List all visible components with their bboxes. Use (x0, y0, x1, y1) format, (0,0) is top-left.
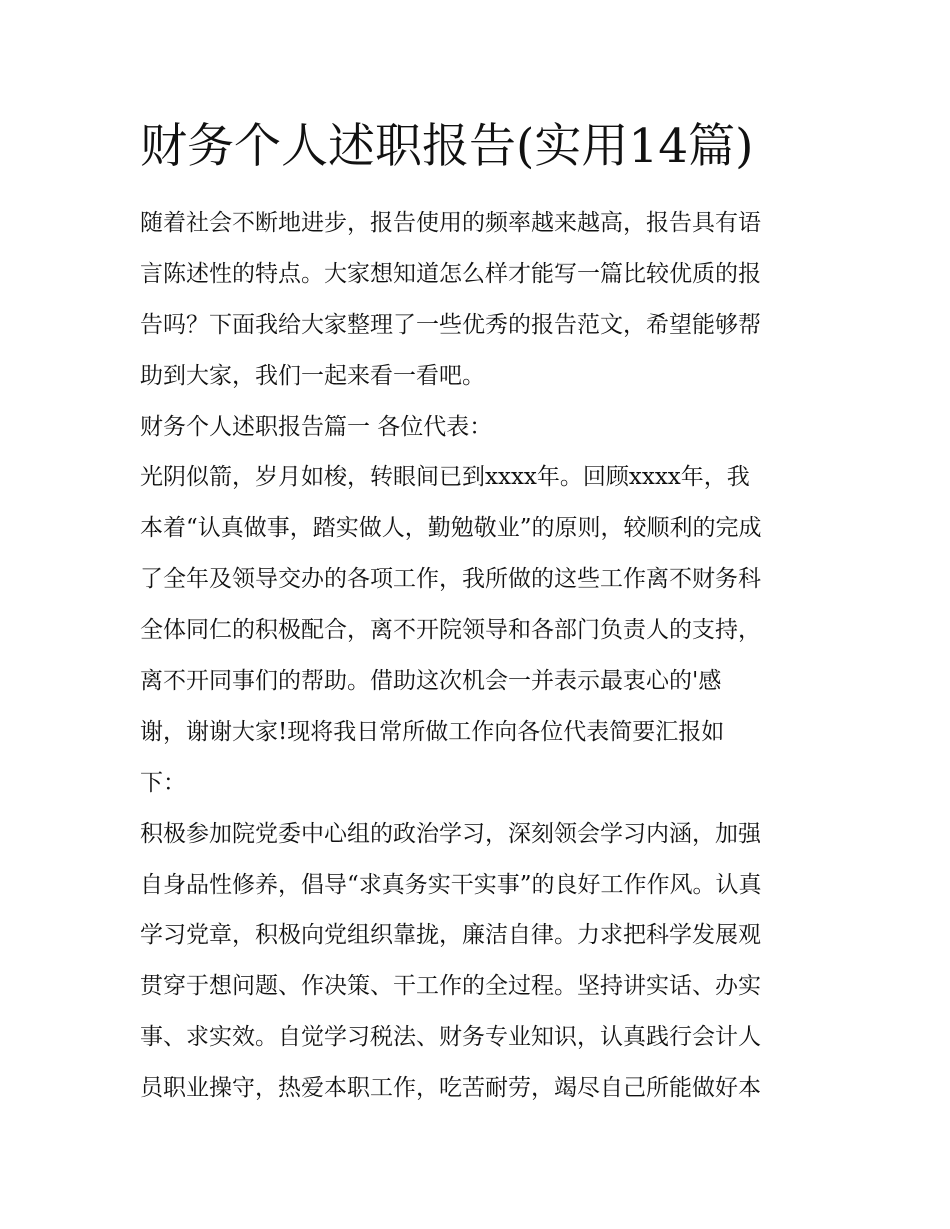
body-line: 学习党章，积极向党组织靠拢，廉洁自律。力求把科学发展观 (140, 922, 761, 949)
body-line: 自身品性修养，倡导“求真务实干实事”的良好工作作风。认真 (140, 871, 762, 898)
document-title: 财务个人述职报告(实用14篇) (140, 119, 754, 174)
body-line: 光阴似箭，岁月如梭，转眼间已到xxxx年。回顾xxxx年，我 (140, 464, 750, 491)
document-body (140, 198, 816, 1114)
body-line: 随着社会不断地进步，报告使用的频率越来越高，报告具有语 (140, 210, 761, 236)
body-line: 积极参加院党委中心组的政治学习，深刻领会学习内涵，加强 (140, 820, 761, 847)
section-heading: 财务个人述职报告篇一 各位代表： (140, 413, 493, 440)
body-line: 事、求实效。自觉学习税法、财务专业知识，认真践行会计人 (140, 1024, 761, 1051)
body-line: 谢，谢谢大家!现将我日常所做工作向各位代表简要汇报如 (140, 718, 725, 745)
body-line: 了全年及领导交办的各项工作，我所做的这些工作离不财务科 (140, 566, 761, 593)
body-line: 离不开同事们的帮助。借助这次机会一并表示最衷心的'感 (140, 668, 722, 695)
body-line: 本着“认真做事，踏实做人，勤勉敬业”的原则，较顺利的完成 (140, 515, 762, 542)
body-line: 员职业操守，热爱本职工作，吃苦耐劳，竭尽自己所能做好本 (140, 1075, 761, 1102)
body-line: 下： (140, 769, 186, 796)
body-line: 全体同仁的积极配合，离不开院领导和各部门负责人的支持， (140, 617, 761, 644)
body-line: 贯穿于想问题、作决策、干工作的全过程。坚持讲实话、办实 (140, 973, 761, 1000)
body-line: 告吗？下面我给大家整理了一些优秀的报告范文，希望能够帮 (140, 311, 761, 338)
body-line: 助到大家，我们一起来看一看吧。 (140, 362, 485, 389)
body-line: 言陈述性的特点。大家想知道怎么样才能写一篇比较优质的报 (140, 260, 761, 287)
